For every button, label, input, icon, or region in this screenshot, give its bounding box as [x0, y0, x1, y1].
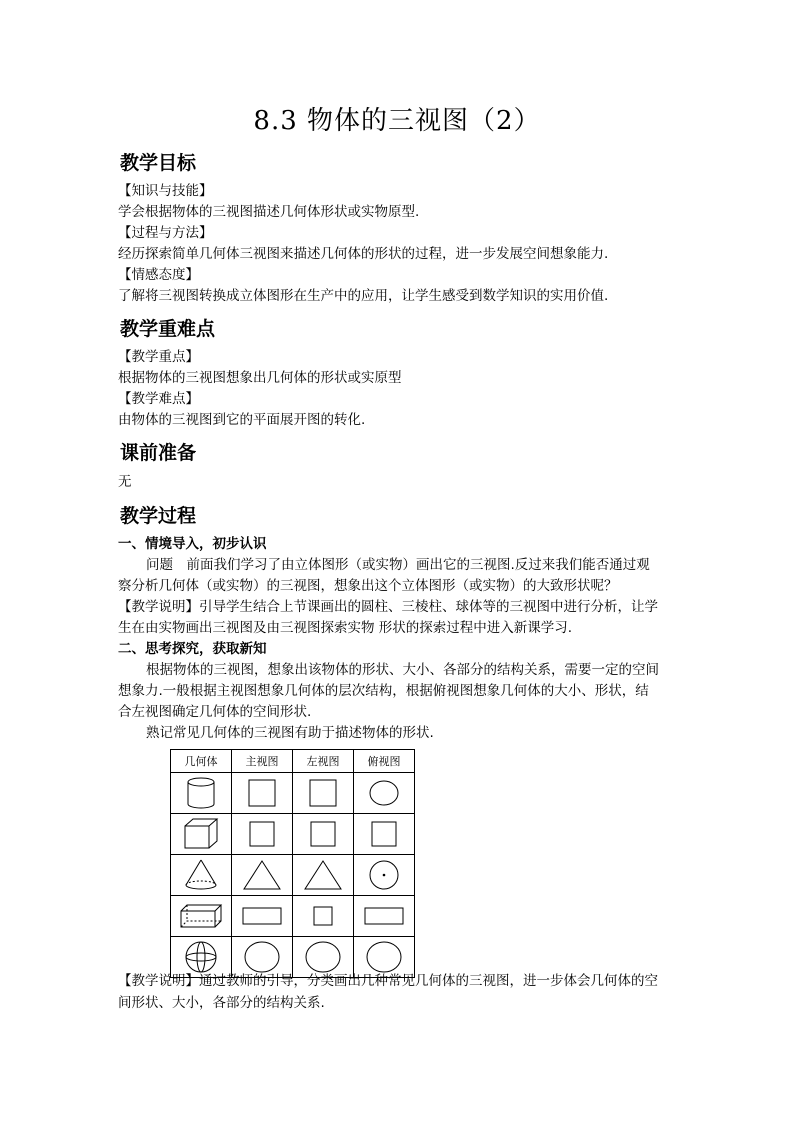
table-row — [171, 896, 415, 937]
part2-line1: 根据物体的三视图，想象出该物体的形状、大小、各部分的结构关系，需要一定的空间 — [146, 662, 659, 678]
rectangle-icon — [240, 901, 284, 931]
cone-icon — [181, 857, 221, 893]
square-icon — [244, 775, 280, 811]
table-header-cell: 几何体 — [171, 750, 232, 773]
cylinder-icon — [183, 775, 219, 811]
process-heading: 教学过程 — [120, 505, 197, 527]
square-icon — [305, 775, 341, 811]
part1-note-line2: 生在由实物画出三视图及由三视图探索实物 形状的探索过程中进入新课学习. — [118, 620, 573, 636]
table-cell — [354, 814, 415, 855]
prep-heading: 课前准备 — [120, 442, 197, 464]
table-cell — [171, 773, 232, 814]
circle-icon — [242, 939, 282, 975]
emotion-text: 了解将三视图转换成立体图形在生产中的应用，让学生感受到数学知识的实用价值. — [118, 288, 609, 304]
table-cell — [293, 855, 354, 896]
table-cell — [354, 855, 415, 896]
part2-title: 二、思考探究，获取新知 — [118, 641, 267, 657]
emotion-label: 【情感态度】 — [118, 267, 199, 283]
table-header-cell: 主视图 — [232, 750, 293, 773]
knowledge-label: 【知识与技能】 — [118, 183, 213, 199]
cuboid-icon — [177, 901, 225, 931]
table-cell — [232, 814, 293, 855]
table-row — [171, 814, 415, 855]
process-method-label: 【过程与方法】 — [118, 225, 213, 241]
keypoints-heading: 教学重难点 — [120, 318, 216, 340]
part1-question-line1: 问题 前面我们学习了由立体图形（或实物）画出它的三视图.反过来我们能否通过观 — [146, 557, 650, 573]
square-icon — [305, 816, 341, 852]
table-header-row — [171, 750, 415, 773]
circle-icon — [366, 775, 402, 811]
difficulty-text: 由物体的三视图到它的平面展开图的转化. — [118, 412, 366, 428]
small-square-icon — [308, 901, 338, 931]
key-point-text: 根据物体的三视图想象出几何体的形状或实原型 — [118, 370, 402, 386]
sphere-icon — [183, 939, 219, 975]
table-row — [171, 855, 415, 896]
part2-line2: 想象力.一般根据主视图想象几何体的层次结构，根据俯视图想象几何体的大小、形状，结 — [118, 683, 649, 699]
circle-icon — [364, 939, 404, 975]
process-method-text: 经历探索简单几何体三视图来描述几何体的形状的过程，进一步发展空间想象能力. — [118, 246, 609, 262]
table-cell — [171, 814, 232, 855]
cube-icon — [181, 816, 221, 852]
final-note-line2: 间形状、大小，各部分的结构关系. — [118, 995, 325, 1011]
table-cell — [232, 855, 293, 896]
part2-line3: 合左视图确定几何体的空间形状. — [118, 704, 312, 720]
table-cell — [293, 896, 354, 937]
final-note-line1: 【教学说明】通过教师的引导，分类画出几种常见几何体的三视图，进一步体会几何体的空 — [118, 973, 658, 989]
table-row — [171, 773, 415, 814]
square-icon — [366, 816, 402, 852]
circle-dot-icon — [366, 857, 402, 893]
goals-heading: 教学目标 — [120, 152, 197, 174]
part1-question-line2: 察分析几何体（或实物）的三视图，想象出这个立体图形（或实物）的大致形状呢？ — [118, 578, 618, 594]
key-point-label: 【教学重点】 — [118, 349, 199, 365]
part2-line4: 熟记常见几何体的三视图有助于描述物体的形状. — [146, 725, 434, 741]
table-cell — [293, 773, 354, 814]
triangle-icon — [240, 857, 284, 893]
circle-icon — [303, 939, 343, 975]
table-cell — [354, 896, 415, 937]
three-views-table — [170, 749, 415, 978]
table-cell — [232, 773, 293, 814]
knowledge-text: 学会根据物体的三视图描述几何体形状或实物原型. — [118, 204, 420, 220]
difficulty-label: 【教学难点】 — [118, 391, 199, 407]
table-cell — [354, 773, 415, 814]
triangle-icon — [301, 857, 345, 893]
table-cell — [293, 814, 354, 855]
rectangle-icon — [362, 901, 406, 931]
part1-title: 一、情境导入，初步认识 — [118, 536, 267, 552]
page-title: 8.3 物体的三视图（2） — [253, 106, 541, 136]
prep-text: 无 — [118, 474, 132, 490]
table-header-cell: 左视图 — [293, 750, 354, 773]
table-cell — [171, 855, 232, 896]
table-cell — [232, 896, 293, 937]
square-icon — [244, 816, 280, 852]
table-header-cell: 俯视图 — [354, 750, 415, 773]
part1-note-line1: 【教学说明】引导学生结合上节课画出的圆柱、三棱柱、球体等的三视图中进行分析，让学 — [118, 599, 658, 615]
table-cell — [171, 896, 232, 937]
